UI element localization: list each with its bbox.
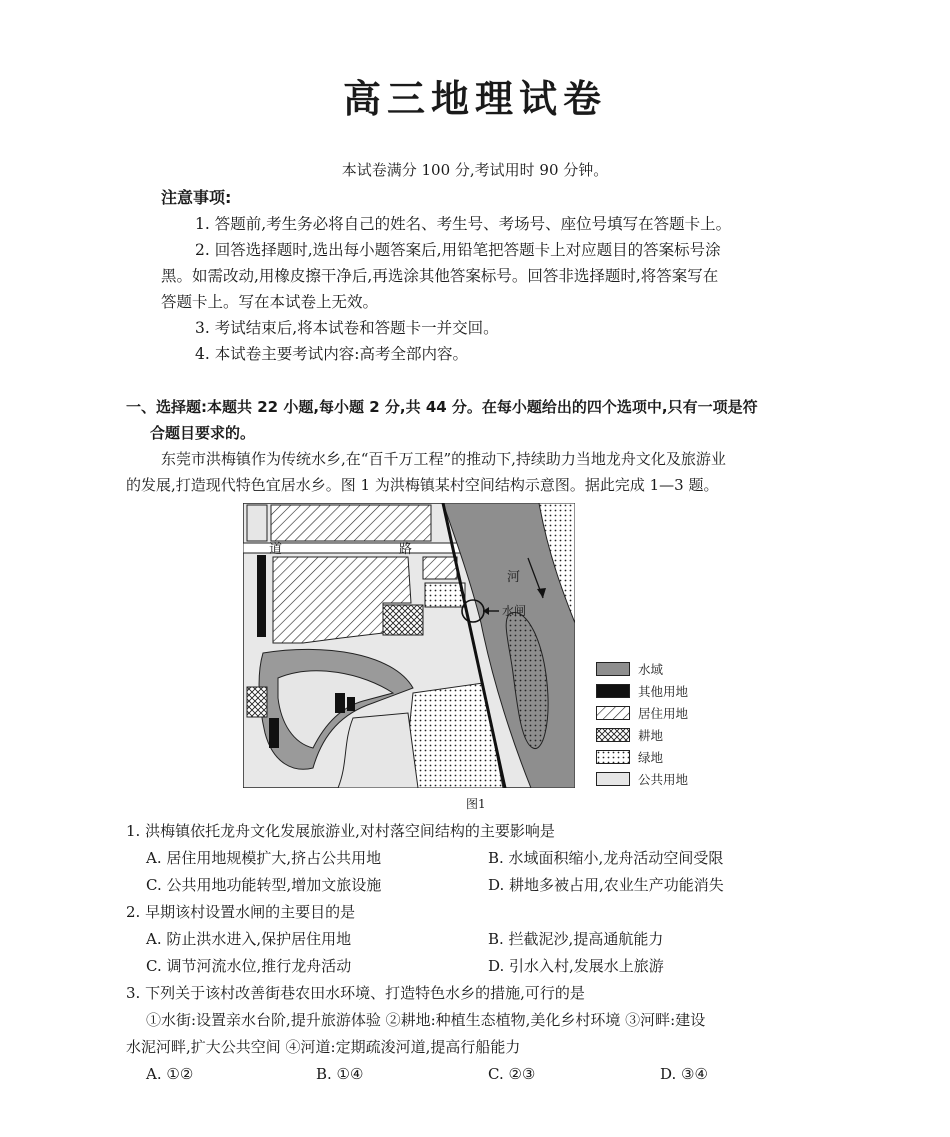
legend-swatch bbox=[596, 684, 630, 698]
question-3-statements-line1: ①水街:设置亲水台阶,提升旅游体验 ②耕地:种植生态植物,美化乡村环境 ③河畔:建设 bbox=[146, 1011, 706, 1029]
village-map-figure bbox=[243, 503, 575, 788]
question-2-option-a: A. 防止洪水进入,保护居住用地 bbox=[146, 930, 352, 948]
question-1-option-d: D. 耕地多被占用,农业生产功能消失 bbox=[488, 876, 724, 894]
figure-caption: 图1 bbox=[466, 797, 486, 811]
question-3-option-c: C. ②③ bbox=[488, 1065, 536, 1083]
notice-line-5: 3. 考试结束后,将本试卷和答题卡一并交回。 bbox=[195, 319, 499, 337]
notice-line-4: 答题卡上。写在本试卷上无效。 bbox=[161, 293, 379, 311]
notice-line-1: 1. 答题前,考生务必将自己的姓名、考生号、考场号、座位号填写在答题卡上。 bbox=[195, 215, 732, 233]
notice-line-3: 黑。如需改动,用橡皮擦干净后,再选涂其他答案标号。回答非选择题时,将答案写在 bbox=[161, 267, 719, 285]
sluice-label: 水闸 bbox=[502, 604, 527, 618]
river-label: 河 bbox=[507, 570, 521, 585]
legend-other-land: 其他用地 bbox=[596, 682, 688, 700]
notice-line-2: 2. 回答选择题时,选出每小题答案后,用铅笔把答题卡上对应题目的答案标号涂 bbox=[195, 241, 721, 259]
legend-residential: 居住用地 bbox=[596, 704, 688, 722]
question-3-statements-line2: 水泥河畔,扩大公共空间 ④河道:定期疏浚河道,提高行船能力 bbox=[126, 1038, 521, 1056]
section1-heading-line2: 合题目要求的。 bbox=[150, 424, 256, 442]
question-1-option-b: B. 水域面积缩小,龙舟活动空间受限 bbox=[488, 849, 724, 867]
legend-public-land: 公共用地 bbox=[596, 770, 688, 788]
legend-greenland: 绿地 bbox=[596, 748, 663, 766]
legend-farmland: 耕地 bbox=[596, 726, 663, 744]
legend-swatch bbox=[596, 706, 630, 720]
legend-swatch bbox=[596, 750, 630, 764]
question-3-option-d: D. ③④ bbox=[660, 1065, 708, 1083]
section1-intro-line1: 东莞市洪梅镇作为传统水乡,在“百千万工程”的推动下,持续助力当地龙舟文化及旅游业 bbox=[161, 450, 726, 468]
question-2-option-b: B. 拦截泥沙,提高通航能力 bbox=[488, 930, 664, 948]
question-2-stem: 2. 早期该村设置水闸的主要目的是 bbox=[126, 903, 356, 921]
question-1-option-c: C. 公共用地功能转型,增加文旅设施 bbox=[146, 876, 382, 894]
question-3-option-b: B. ①④ bbox=[316, 1065, 364, 1083]
legend-swatch bbox=[596, 772, 630, 786]
section1-heading-line1: 一、选择题:本题共 22 小题,每小题 2 分,共 44 分。在每小题给出的四个选项中,只有一项是符 bbox=[126, 398, 758, 416]
road-label-left: 道 bbox=[269, 542, 283, 557]
legend-swatch bbox=[596, 662, 630, 676]
map-legend bbox=[596, 660, 736, 788]
legend-swatch bbox=[596, 728, 630, 742]
question-1-option-a: A. 居住用地规模扩大,挤占公共用地 bbox=[146, 849, 382, 867]
section1-intro-line2: 的发展,打造现代特色宜居水乡。图 1 为洪梅镇某村空间结构示意图。据此完成 1—3 题。 bbox=[126, 476, 719, 494]
question-3-option-a: A. ①② bbox=[146, 1065, 194, 1083]
question-2-option-d: D. 引水入村,发展水上旅游 bbox=[488, 957, 664, 975]
road-label-right: 路 bbox=[399, 542, 413, 557]
question-3-stem: 3. 下列关于该村改善街巷农田水环境、打造特色水乡的措施,可行的是 bbox=[126, 984, 585, 1002]
notice-line-6: 4. 本试卷主要考试内容:高考全部内容。 bbox=[195, 345, 468, 363]
exam-title: 高三地理试卷 bbox=[342, 77, 607, 121]
notice-heading: 注意事项: bbox=[161, 188, 232, 207]
question-2-option-c: C. 调节河流水位,推行龙舟活动 bbox=[146, 957, 352, 975]
exam-subtitle: 本试卷满分 100 分,考试用时 90 分钟。 bbox=[341, 161, 609, 179]
legend-water: 水域 bbox=[596, 660, 663, 678]
question-1-stem: 1. 洪梅镇依托龙舟文化发展旅游业,对村落空间结构的主要影响是 bbox=[126, 822, 555, 840]
